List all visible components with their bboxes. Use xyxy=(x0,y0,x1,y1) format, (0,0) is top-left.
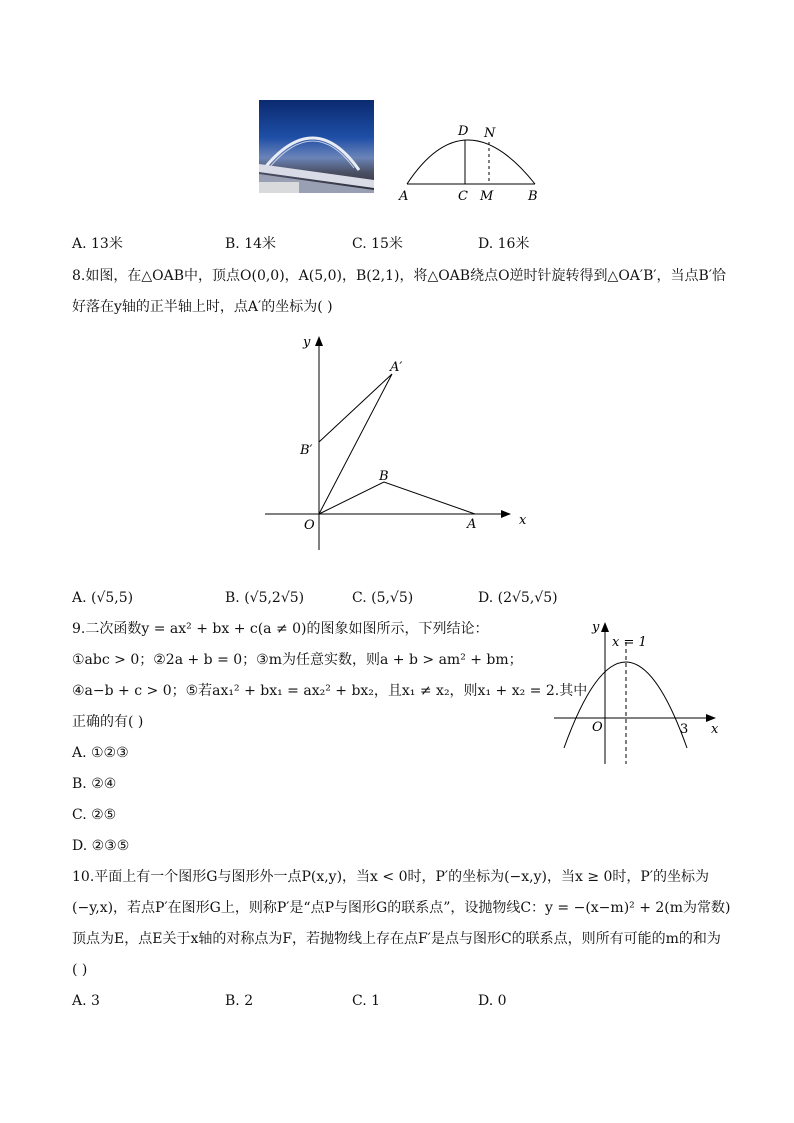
q7-option-c: C. 15米 xyxy=(352,236,403,252)
q10-option-c: C. 1 xyxy=(352,993,381,1009)
label-x-axis: x xyxy=(711,722,719,737)
q9-option-c: C. ②⑤ xyxy=(72,807,117,823)
q9-stem-line2: ①abc > 0；②2a + b = 0；③m为任意实数，则a + b > am² + bm； xyxy=(72,652,523,668)
label-D: D xyxy=(458,124,469,139)
q8-stem-line2: 好落在y轴的正半轴上时，点A′的坐标为( ) xyxy=(72,299,333,315)
label-y-axis: y xyxy=(592,620,600,635)
label-C: C xyxy=(458,189,468,204)
label-origin: O xyxy=(304,518,315,533)
q10-option-a: A. 3 xyxy=(72,993,100,1009)
label-x-axis: x xyxy=(519,513,527,528)
q9-stem-line4: 正确的有( ) xyxy=(72,714,144,730)
label-origin: O xyxy=(592,720,603,735)
bridge-photo-drawing xyxy=(259,100,374,193)
parabola-graph xyxy=(548,612,728,772)
q10-stem-line1: 10.平面上有一个图形G与图形外一点P(x,y)，当x < 0时，P′的坐标为(−x,y)，当x ≥ 0时，P′的坐标为 xyxy=(72,869,710,885)
q9-option-a: A. ①②③ xyxy=(72,745,129,761)
q8-option-a: A. (√5,5) xyxy=(72,590,134,606)
q8-option-b: B. (√5,2√5) xyxy=(225,590,305,606)
q10-stem-line2: (−y,x)，若点P′在图形G上，则称P′是“点P与图形G的联系点”，设抛物线C：y = −(x−m)² + 2(m为常数) xyxy=(72,900,731,916)
label-root-3: 3 xyxy=(680,722,689,737)
q7-option-b: B. 14米 xyxy=(225,236,277,252)
q8-stem-line1: 8.如图，在△OAB中，顶点O(0,0)，A(5,0)，B(2,1)，将△OAB绕点O逆时针旋转得到△OA′B′，当点B′恰 xyxy=(72,268,727,284)
q7-option-a: A. 13米 xyxy=(72,236,123,252)
label-N: N xyxy=(484,126,496,141)
q9-stem-line1: 9.二次函数y = ax² + bx + c(a ≠ 0)的图象如图所示，下列结论： xyxy=(72,621,489,637)
q9-option-b: B. ②④ xyxy=(72,776,117,792)
q9-option-d: D. ②③⑤ xyxy=(72,838,130,854)
bridge-photo xyxy=(259,100,374,193)
label-B: B xyxy=(379,469,389,484)
q8-option-d: D. (2√5,√5) xyxy=(478,590,558,606)
q8-option-c: C. (5,√5) xyxy=(352,590,414,606)
label-A: A xyxy=(467,517,477,532)
q7-option-d: D. 16米 xyxy=(478,236,530,252)
q10-option-d: D. 0 xyxy=(478,993,507,1009)
label-A: A xyxy=(399,189,409,204)
label-B-prime: B′ xyxy=(300,443,313,458)
label-A-prime: A′ xyxy=(390,360,403,375)
q10-stem-line3: 顶点为E，点E关于x轴的对称点为F，若抛物线上存在点F′是点与图形C的联系点，则所有可能的m的和为 xyxy=(72,931,721,947)
rotation-diagram xyxy=(255,330,545,560)
q10-option-b: B. 2 xyxy=(225,993,254,1009)
q9-stem-line3: ④a−b + c > 0；⑤若ax₁² + bx₁ = ax₂² + bx₂，且x₁ ≠ x₂，则x₁ + x₂ = 2.其中 xyxy=(72,683,588,699)
arch-diagram xyxy=(395,118,545,208)
q10-stem-line4: ( ) xyxy=(72,962,88,978)
label-y-axis: y xyxy=(303,335,311,350)
label-M: M xyxy=(480,189,494,204)
label-B: B xyxy=(528,189,538,204)
label-symmetry-axis: x = 1 xyxy=(612,635,647,650)
